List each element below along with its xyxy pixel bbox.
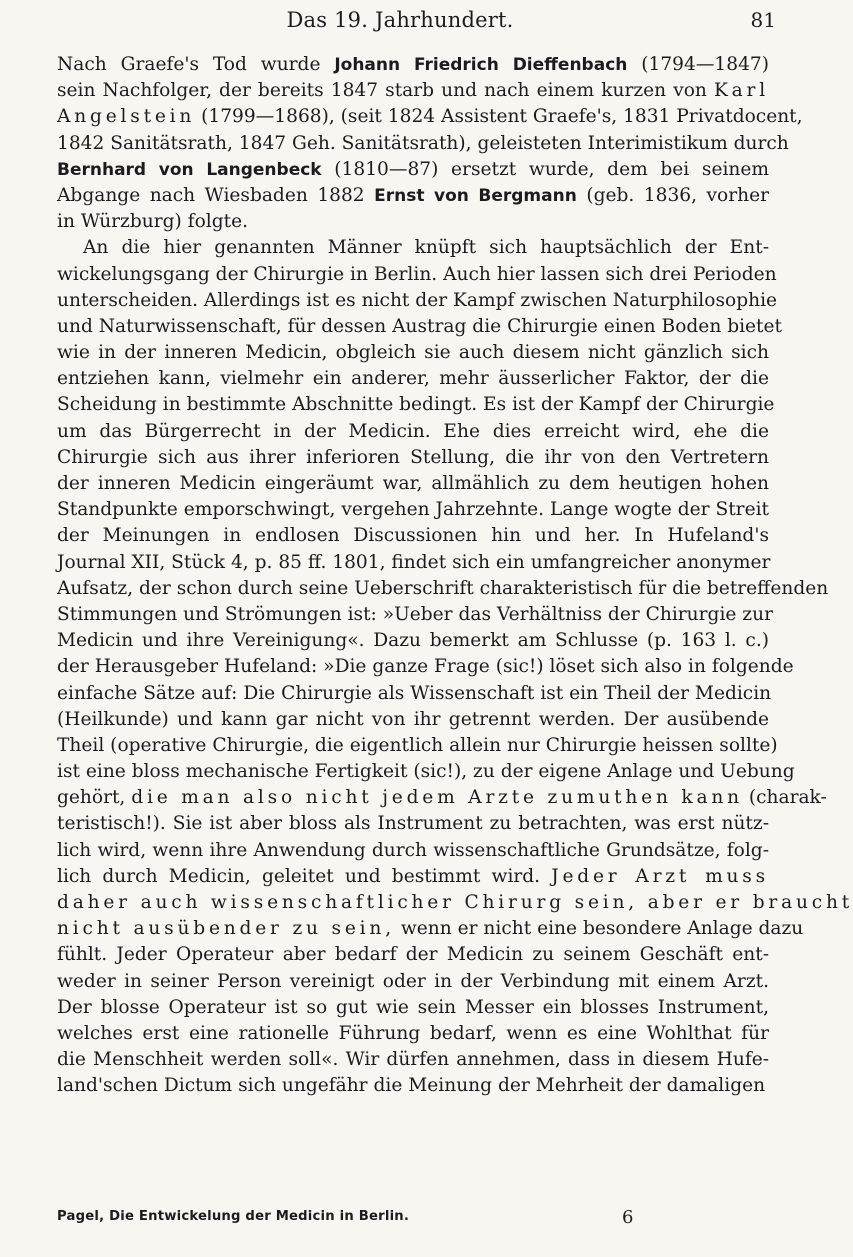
- text-line: [57, 366, 769, 392]
- text-line: [57, 864, 769, 890]
- text-line: [57, 235, 769, 261]
- text-segment: um das Bürgerrecht in der Medicin. Ehe dies erreicht wird, ehe die: [57, 420, 769, 442]
- text-segment: der Herausgeber Hufeland: »Die ganze Frage (sic!) löset sich also in folgende: [57, 656, 794, 678]
- text-segment: der inneren Medicin eingeräumt war, allmählich zu dem heutigen hohen: [57, 473, 769, 494]
- emphasized-text: nicht ausübender zu sein,: [57, 918, 395, 940]
- text-line: [57, 759, 795, 785]
- text-segment: Theil (operative Chirurgie, die eigentlich allein nur Chirurgie heissen sollte): [57, 734, 778, 756]
- text-line: [57, 969, 769, 995]
- sheet-signature: 6: [622, 1207, 634, 1228]
- text-segment: und Naturwissenschaft, für dessen Austrag die Chirurgie einen Boden bietet: [57, 315, 783, 337]
- text-line: [57, 209, 769, 235]
- text-line: [57, 733, 778, 759]
- text-segment: Medicin und ihre Vereinigung«. Dazu bemerkt am Schlusse (p. 163 l. c.): [57, 630, 769, 652]
- text-line: [57, 445, 769, 471]
- text-line: [57, 576, 829, 602]
- text-segment: Abgange nach Wiesbaden 1882: [57, 184, 375, 206]
- text-segment: ist eine bloss mechanische Fertigkeit (sic!), zu der eigene Anlage und Uebung: [57, 761, 795, 783]
- text-line: [57, 916, 804, 942]
- text-segment: Der blosse Operateur ist so gut wie sein Messer ein blosses Instrument,: [57, 996, 769, 1018]
- text-segment: wie in der inneren Medicin, obgleich sie auch diesem nicht gänzlich sich: [57, 342, 769, 364]
- emphasized-text: Karl: [713, 80, 769, 102]
- text-segment: unterscheiden. Allerdings ist es nicht der Kampf zwischen Naturphilosophie: [57, 289, 778, 311]
- text-segment: 1842 Sanitätsrath, 1847 Geh. Sanitätsrath), geleisteten Interimistikum durch: [57, 132, 789, 154]
- text-line: [57, 78, 769, 104]
- page-number: 81: [750, 8, 776, 32]
- text-segment: (1810—87) ersetzt wurde, dem bei seinem: [321, 158, 770, 180]
- person-name: Bernhard von Langenbeck: [57, 159, 322, 180]
- text-segment: wickelungsgang der Chirurgie in Berlin. Auch hier lassen sich drei Perioden: [57, 263, 777, 285]
- person-name: Ernst von Bergmann: [374, 185, 577, 206]
- text-line: [57, 523, 769, 549]
- text-segment: wenn er nicht eine besondere Anlage dazu: [394, 918, 804, 940]
- text-line: [57, 340, 769, 366]
- text-line: [57, 497, 769, 523]
- text-line: [57, 471, 769, 497]
- text-line: [57, 419, 769, 445]
- text-line: [57, 785, 827, 811]
- page-header: [0, 8, 800, 38]
- text-segment: (1799—1868), (seit 1824 Assistent Graefe's, 1831 Privatdocent,: [195, 106, 803, 128]
- text-line: [57, 314, 783, 340]
- emphasized-text: Jeder Arzt muss: [551, 865, 769, 887]
- text-segment: land'schen Dictum sich ungefähr die Meinung der Mehrheit der damaligen: [57, 1075, 766, 1097]
- text-line: [57, 131, 789, 157]
- running-title: Das 19. Jahrhundert.: [286, 8, 514, 32]
- text-line: [57, 550, 769, 576]
- text-segment: Aufsatz, der schon durch seine Ueberschrift charakteristisch für die betreffenden: [57, 577, 829, 599]
- text-line: [57, 681, 772, 707]
- text-line: [57, 52, 769, 78]
- text-segment: in Würzburg) folgte.: [57, 211, 248, 233]
- text-segment: lich wird, wenn ihre Anwendung durch wissenschaftliche Grundsätze, folg-: [57, 839, 769, 861]
- page-footer: [57, 1209, 769, 1231]
- text-segment: fühlt. Jeder Operateur aber bedarf der Medicin zu seinem Geschäft ent-: [57, 944, 769, 966]
- text-segment: einfache Sätze auf: Die Chirurgie als Wissenschaft ist ein Theil der Medicin: [57, 682, 772, 704]
- footer-source-note: Pagel, Die Entwickelung der Medicin in Berlin.: [57, 1209, 410, 1224]
- text-line: [57, 707, 769, 733]
- text-segment: Standpunkte emporschwingt, vergehen Jahrzehnte. Lange wogte der Streit: [57, 499, 769, 521]
- text-line: [57, 1073, 769, 1099]
- text-segment: der Meinungen in endlosen Discussionen hin und her. In Hufeland's: [57, 525, 769, 547]
- text-segment: Journal XII, Stück 4, p. 85 ff. 1801, findet sich ein umfangreicher anonymer: [57, 551, 771, 573]
- body-text: [57, 52, 853, 1100]
- person-name: Johann Friedrich Dieffenbach: [334, 55, 628, 75]
- text-segment: sein Nachfolger, der bereits 1847 starb und nach einem kurzen von: [57, 80, 714, 102]
- text-line: [57, 1021, 769, 1047]
- text-segment: (geb. 1836, vorher: [576, 184, 769, 206]
- text-segment: Chirurgie sich aus ihrer inferioren Stellung, die ihr von den Vertretern: [57, 446, 769, 468]
- text-segment: welches erst eine rationelle Führung bedarf, wenn es eine Wohlthat für: [57, 1022, 769, 1044]
- text-segment: gehört,: [57, 787, 132, 809]
- text-line: [57, 838, 769, 864]
- text-segment: (Heilkunde) und kann gar nicht von ihr getrennt werden. Der ausübende: [57, 708, 769, 730]
- text-line: [57, 890, 853, 916]
- text-line: [57, 654, 794, 680]
- emphasized-text: die man also nicht jedem Arzte zumuthen kann: [131, 787, 743, 809]
- text-line: [57, 104, 803, 130]
- text-line: [57, 157, 769, 183]
- text-segment: Stimmungen und Strömungen ist: »Ueber das Verhältniss der Chirurgie zur: [57, 603, 773, 625]
- text-segment: (charak-: [742, 787, 827, 809]
- text-segment: lich durch Medicin, geleitet und bestimmt wird.: [57, 865, 552, 887]
- text-segment: die Menschheit werden soll«. Wir dürfen annehmen, dass in diesem Hufe-: [57, 1049, 769, 1071]
- text-segment: (1794—1847): [627, 54, 769, 75]
- text-line: [57, 183, 769, 209]
- emphasized-text: Angelstein: [57, 106, 196, 128]
- emphasized-text: daher auch wissenschaftlicher Chirurg sein, aber er braucht: [57, 892, 853, 913]
- text-segment: weder in seiner Person vereinigt oder in der Verbindung mit einem Arzt.: [57, 970, 769, 992]
- text-line: [57, 942, 769, 968]
- text-line: [57, 995, 769, 1021]
- text-segment: entziehen kann, vielmehr ein anderer, mehr äusserlicher Faktor, der die: [57, 368, 769, 390]
- text-segment: An die hier genannten Männer knüpft sich hauptsächlich der Ent-: [83, 237, 769, 259]
- text-line: [57, 602, 773, 628]
- text-line: [57, 1047, 769, 1073]
- text-line: [57, 262, 777, 288]
- text-segment: Nach Graefe's Tod wurde: [57, 54, 335, 75]
- text-segment: Scheidung in bestimmte Abschnitte bedingt. Es ist der Kampf der Chirurgie: [57, 394, 775, 416]
- text-segment: teristisch!). Sie ist aber bloss als Instrument zu betrachten, was erst nütz-: [57, 813, 769, 835]
- text-line: [57, 811, 769, 837]
- text-line: [57, 288, 778, 314]
- text-line: [57, 628, 769, 654]
- text-line: [57, 392, 775, 418]
